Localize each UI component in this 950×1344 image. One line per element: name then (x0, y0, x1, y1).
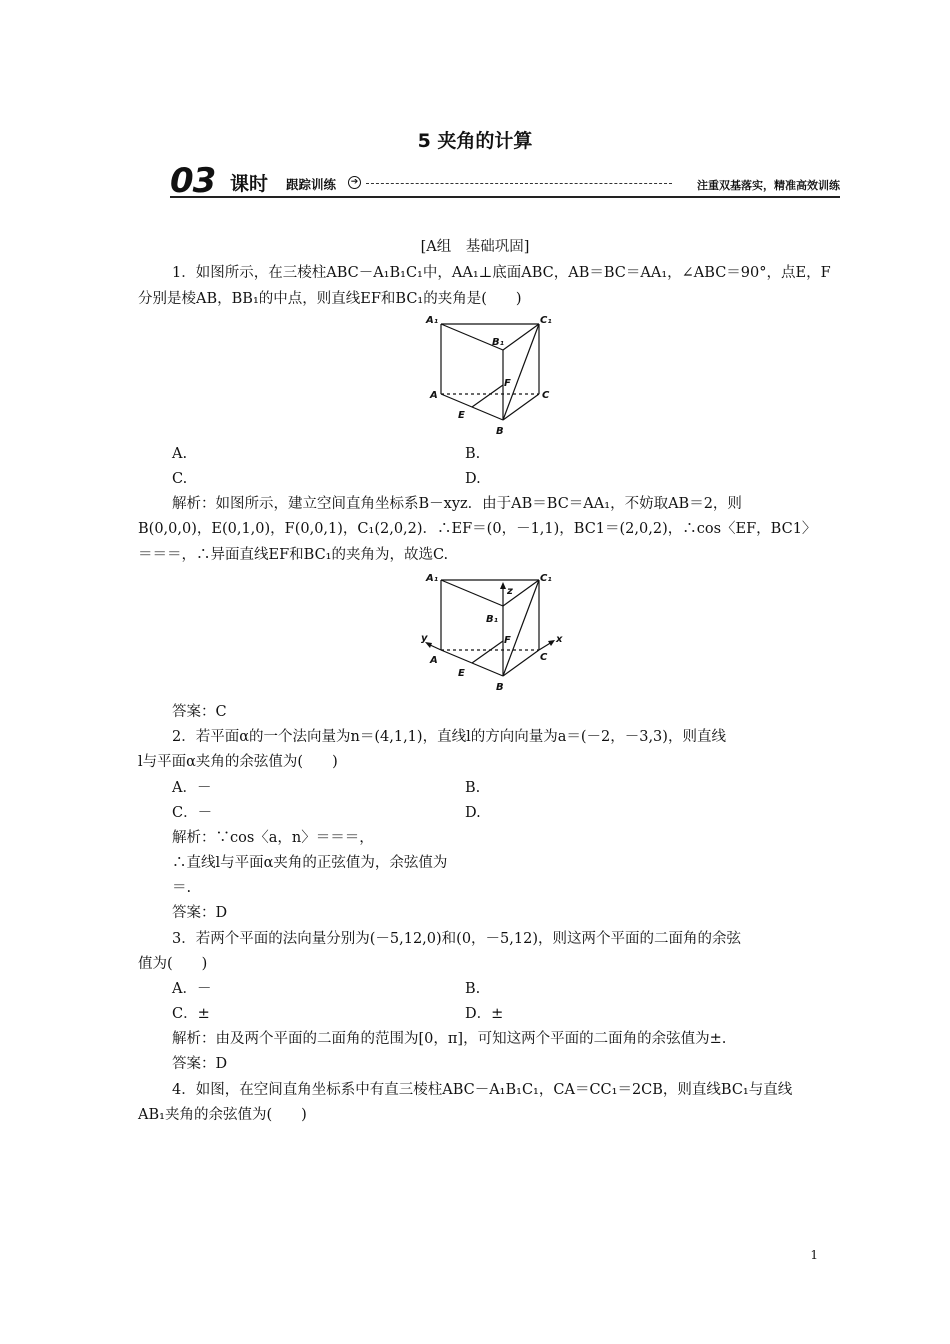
q2-stem-line1: 2．若平面α的一个法向量为n＝(4,1,1)，直线l的方向向量为a＝(－2，－3,3)，则直线 (172, 729, 726, 745)
fig2-label-A: A (430, 655, 438, 666)
arrow-icon: ➔ (348, 176, 361, 189)
fig1-label-B1: B₁ (492, 337, 505, 348)
q1-prism-figure (420, 310, 570, 440)
q3-solution-line1: 解析：由及两个平面的二面角的范围为[0，π]，可知这两个平面的二面角的余弦值为±. (172, 1031, 727, 1047)
q1-answer: 答案：C (172, 704, 227, 720)
fig1-label-C1: C₁ (540, 315, 552, 326)
q4-stem-line2: AB₁夹角的余弦值为( ) (138, 1107, 307, 1123)
q1-stem-line1: 1．如图所示，在三棱柱ABC－A₁B₁C₁中，AA₁⊥底面ABC，AB＝BC＝AA₁，∠ABC＝90°，点E，F (172, 265, 831, 281)
page-number: 1 (810, 1248, 818, 1262)
fig1-label-A: A (430, 390, 438, 401)
q2-stem-line2: l与平面α夹角的余弦值为( ) (138, 754, 338, 770)
q3-option-c: C．± (172, 1006, 210, 1022)
lesson-label: 课时 (230, 173, 269, 195)
q3-option-b: B. (465, 981, 481, 997)
lesson-sublabel: 跟踪训练 (286, 177, 337, 192)
fig1-label-C: C (542, 390, 550, 401)
q2-option-a: A．－ (172, 780, 212, 796)
fig2-label-E: E (458, 668, 465, 679)
fig2-label-x: x (556, 634, 563, 645)
fig1-label-B: B (496, 426, 504, 437)
q3-stem-line1: 3．若两个平面的法向量分别为(－5,12,0)和(0，－5,12)，则这两个平面的二面角的余弦 (172, 931, 741, 947)
fig1-label-F: F (504, 378, 511, 389)
q1-option-c: C. (172, 471, 188, 487)
fig2-label-B: B (496, 682, 504, 693)
banner-dashes (366, 183, 672, 184)
fig2-label-A1: A₁ (426, 573, 439, 584)
q4-stem-line1: 4．如图，在空间直角坐标系中有直三棱柱ABC－A₁B₁C₁，CA＝CC₁＝2CB，则直线BC₁与直线 (172, 1082, 793, 1098)
q2-solution-line3: ＝. (172, 880, 192, 896)
section-banner (170, 163, 840, 199)
q2-answer: 答案：D (172, 905, 228, 921)
q2-option-d: D. (465, 805, 481, 821)
fig2-label-C1: C₁ (540, 573, 552, 584)
q3-option-a: A．－ (172, 981, 212, 997)
q1-solution-line1: 解析：如图所示，建立空间直角坐标系B－xyz．由于AB＝BC＝AA₁，不妨取AB＝2，则 (172, 496, 742, 512)
q2-solution-line2: ∴直线l与平面α夹角的正弦值为，余弦值为 (172, 855, 448, 871)
q3-option-d: D．± (465, 1006, 504, 1022)
q2-option-c: C．－ (172, 805, 213, 821)
banner-rule (170, 196, 840, 198)
section-heading: [A组 基础巩固] (420, 239, 530, 255)
lesson-number: 03 (170, 161, 216, 201)
q1-option-d: D. (465, 471, 481, 487)
q1-option-a: A. (172, 446, 188, 462)
fig2-label-C: C (540, 652, 548, 663)
fig2-label-B1: B₁ (486, 614, 499, 625)
q1-coordinate-figure (418, 568, 573, 698)
q2-option-b: B. (465, 780, 481, 796)
q3-answer: 答案：D (172, 1056, 228, 1072)
fig2-label-z: z (507, 586, 513, 597)
q1-stem-line2: 分别是棱AB，BB₁的中点，则直线EF和BC₁的夹角是( ) (138, 291, 522, 307)
fig2-label-y: y (421, 633, 428, 644)
q2-solution-line1: 解析：∵cos〈a，n〉＝＝＝， (172, 830, 374, 846)
q3-stem-line2: 值为( ) (138, 956, 208, 972)
q1-solution-line2: B(0,0,0)，E(0,1,0)，F(0,0,1)，C₁(2,0,2)．∴EF＝(0，－1,1)，BC1＝(2,0,2)，∴cos〈EF，BC1〉 (138, 521, 817, 537)
fig1-label-E: E (458, 410, 465, 421)
fig1-label-A1: A₁ (426, 315, 439, 326)
banner-tagline: 注重双基落实，精准高效训练 (697, 179, 840, 192)
q1-option-b: B. (465, 446, 481, 462)
fig2-label-F: F (504, 635, 511, 646)
page-title: 5 夹角的计算 (417, 130, 533, 152)
q1-solution-line3: ＝＝＝，∴异面直线EF和BC₁的夹角为，故选C. (138, 547, 449, 563)
